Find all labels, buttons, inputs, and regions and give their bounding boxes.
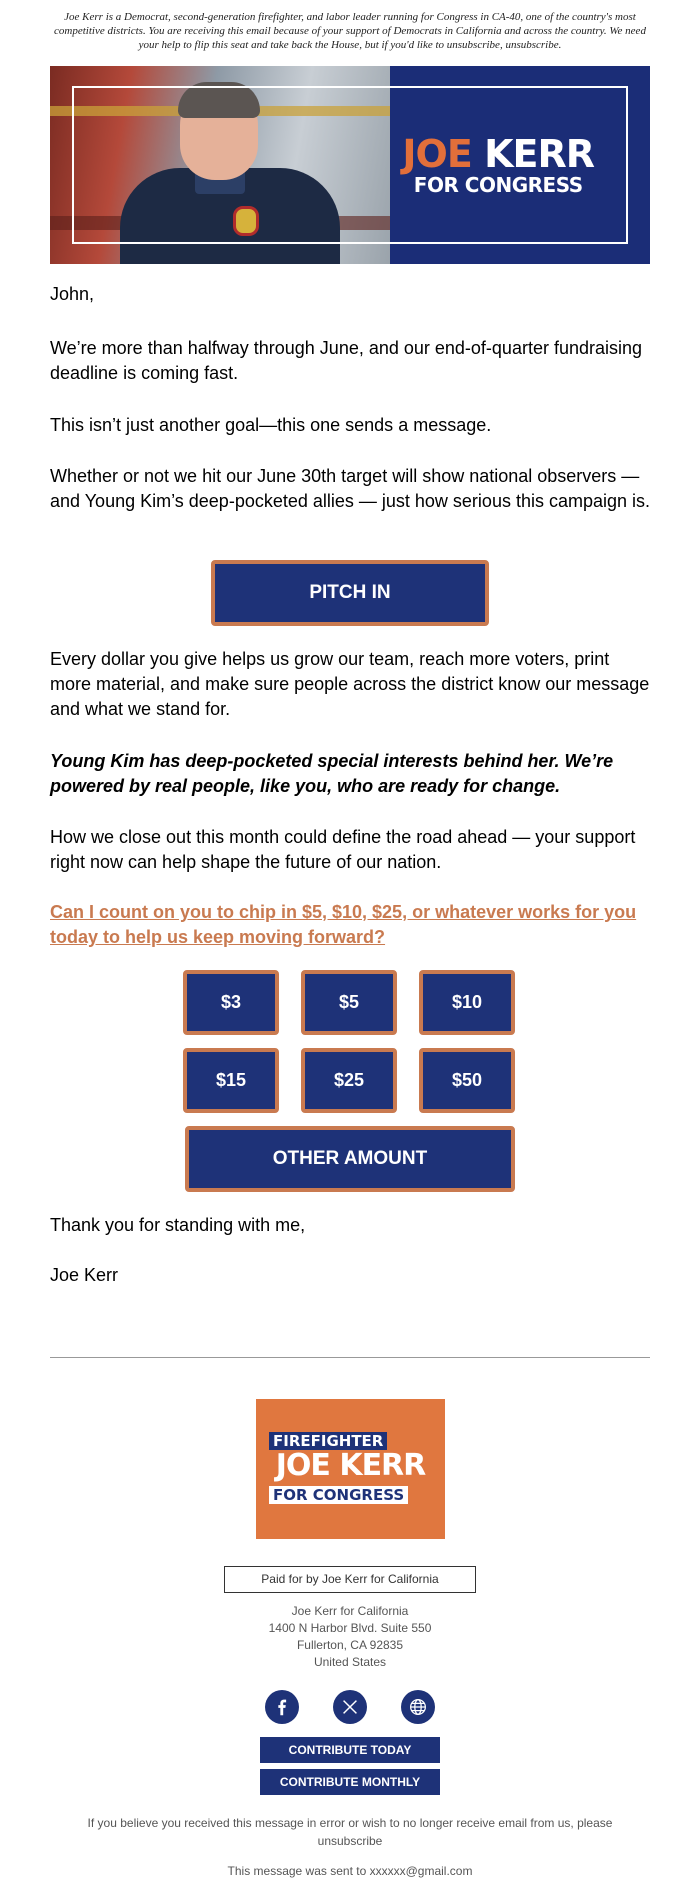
contribute-today-button[interactable]: CONTRIBUTE TODAY: [260, 1737, 440, 1763]
donation-ask-link[interactable]: Can I count on you to chip in $5, $10, $25, or whatever works for you today to help us keep moving forward?: [50, 902, 637, 947]
hero-logo: JOE KERR FOR CONGRESS: [402, 132, 594, 197]
sent-to-line: This message was sent to xxxxxx@gmail.com: [227, 1864, 473, 1878]
x-twitter-icon[interactable]: [333, 1690, 367, 1724]
other-amount-button[interactable]: OTHER AMOUNT: [185, 1126, 515, 1192]
amount-button-3[interactable]: $3: [183, 970, 279, 1035]
divider: [50, 1357, 650, 1358]
amount-button-5[interactable]: $5: [301, 970, 397, 1035]
unsubscribe-disclaimer[interactable]: If you believe you received this message in error or wish to no longer receive email from us, please unsubscribe: [87, 1816, 613, 1848]
paragraph-target: Whether or not we hit our June 30th target will show national observers — and Young Kim’s deep-pocketed allies — just how serious this campaign is.: [50, 466, 651, 511]
paid-for-box: Paid for by Joe Kerr for California: [224, 1566, 476, 1593]
amount-button-50[interactable]: $50: [419, 1048, 515, 1113]
amount-button-15[interactable]: $15: [183, 1048, 279, 1113]
footer-logo: FIREFIGHTER JOE KERR FOR CONGRESS: [256, 1399, 445, 1539]
paragraph-message: This isn’t just another goal—this one sends a message.: [50, 415, 492, 435]
contribute-monthly-button[interactable]: CONTRIBUTE MONTHLY: [260, 1769, 440, 1795]
greeting: John,: [50, 284, 95, 304]
recipient-email: xxxxxx@gmail.com: [369, 1864, 473, 1878]
paragraph-every-dollar: Every dollar you give helps us grow our team, reach more voters, print more material, and make sure people across the district know our message and what we stand for.: [50, 649, 650, 719]
paragraph-deadline: We’re more than halfway through June, and our end-of-quarter fundraising deadline is coming fast.: [50, 338, 643, 383]
pitch-in-button[interactable]: PITCH IN: [211, 560, 489, 626]
closing-line: Thank you for standing with me,: [50, 1215, 306, 1235]
signature: Joe Kerr: [50, 1265, 119, 1285]
mailing-address: Joe Kerr for California 1400 N Harbor Blvd. Suite 550 Fullerton, CA 92835 United States: [268, 1604, 432, 1669]
amount-button-10[interactable]: $10: [419, 970, 515, 1035]
paragraph-special-interests: Young Kim has deep-pocketed special interests behind her. We’re powered by real people, like you, who are ready for change.: [50, 751, 614, 796]
facebook-icon[interactable]: [265, 1690, 299, 1724]
hero-banner[interactable]: [50, 66, 650, 264]
paragraph-close-month: How we close out this month could define the road ahead — your support right now can help shape the future of our nation.: [50, 827, 636, 872]
amount-button-25[interactable]: $25: [301, 1048, 397, 1113]
preheader-text: Joe Kerr is a Democrat, second-generation firefighter, and labor leader running for Congress in CA-40, one of the country's most competitive districts. You are receiving this email because of your support of Democrats in California and across the country. We need your help to flip this seat and take back the House, but if you'd like to unsubscribe, unsubscribe.: [54, 11, 646, 51]
globe-icon[interactable]: [401, 1690, 435, 1724]
